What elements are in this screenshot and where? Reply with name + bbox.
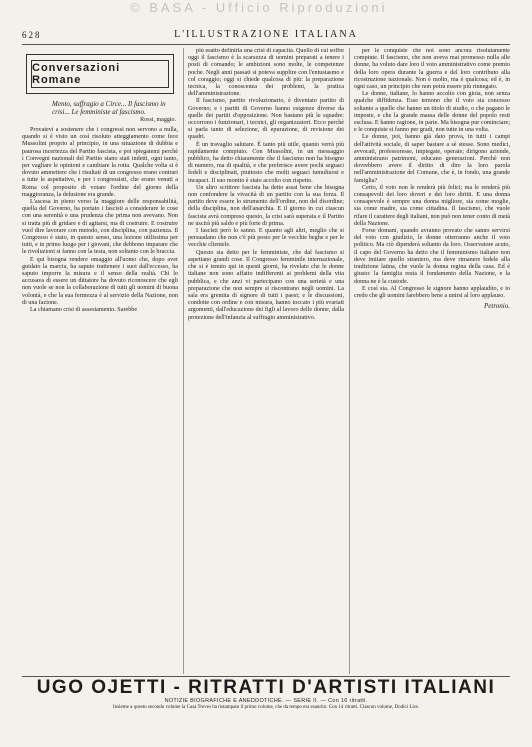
rubrica-inner-frame <box>31 60 169 88</box>
paragraph: Questo sia detto per le femministe, che dal fascismo si aspettano grandi cose. Il Congresso femminile internazionale, che si è tenuto qui in questi giorni, ha rivelato che le donne italiane non sono affatto indifferenti ai problemi della vita pubblica, e che anzi vi partecipano con una serietà e una preparazione che non sempre si riscontrano negli uomini. La sala era gremita di signore di tutti i paesi; e le discussioni, condotte con ordine e con misura, hanno toccato i più svariati argomenti, dall'educazione dei figli al lavoro delle donne, dalla protezione dell'infanzia al suffragio amministrativo. <box>188 249 344 321</box>
rubrica-box <box>26 54 174 94</box>
paragraph: Provatevi a sostenere che i congressi non servono a nulla, quando si è visto un così risoluto atteggiamento come fece Mussolini proprio al principio, in una situazione di dubbia e paurosa incertezza del Partito fascista, e poi spiegatemi perchè i Convegni nazionali del Partito siano stati indetti, ogni tanto, per vagliare le opinioni e cambiare la rotta. Qualche volta si è dovuto ammettere che i risultati di un congresso erano contrari a tutte le aspettative, e per i congressisti, che erano venuti a Roma col proposito di votare l'ordine del giorno della maggioranza, la delusione era grande. <box>22 127 178 198</box>
book-advertisement <box>22 678 510 710</box>
column-2 <box>188 48 344 674</box>
epigraph-author: Rossi, maggio. <box>140 117 176 123</box>
ad-headline: UGO OJETTI - RITRATTI D'ARTISTI ITALIANI <box>36 677 496 698</box>
column-text <box>22 127 178 314</box>
column-3 <box>354 48 510 674</box>
page-header <box>22 26 510 42</box>
column-text <box>188 48 344 322</box>
rubrica-title: Conversazioni Romane <box>32 62 121 86</box>
paragraph: L'ascesa in pieno verso la maggiore delle responsabilità, quella del Governo, ha portato i fascisti a considerare le cose con una serenità e una prudenza che prima non avevano. Non si tratta più di gridare e di agitarsi, ma di costruire. E costruire vuol dire lavorare con metodo, con disciplina, con pazienza. Il Congresso è stato, in questo senso, una lezione utilissima per tutti, e in primo luogo per i giovani, che debbono imparare che le rivoluzioni si fanno con la testa, non soltanto con le braccia. <box>22 199 178 256</box>
epigraph: Mento, suffragio a Circe... Il fascismo in crisi... Le femministe al fascismo. <box>52 100 166 116</box>
column-1 <box>22 48 178 674</box>
header-rule <box>22 44 510 45</box>
paragraph: Le donne, poi, hanno già dato prova, in tutti i campi dell'attività sociale, di saper bastare a sè stesse. Sono medici, avvocati, professoresse, impiegate, operaie; dirigono aziende, amministrano patrimoni, educano generazioni. Perchè non dovrebbero avere il diritto di dire la loro parola nell'amministrazione del Comune, che è, in fondo, una grande famiglia? <box>354 134 510 184</box>
author-signature: Petronio. <box>484 302 510 311</box>
paragraph: più esatto definirla una crisi di capacità. Quello di cui soffre oggi il fascismo è la scarsezza di uomini preparati a tenere i posti di comando; le ambizioni sono molte, le competenze poche. Negli anni passati si poteva supplire con l'entusiasmo e col coraggio; oggi si chiede qualcosa di più: la preparazione tecnica, la conoscenza dei problemi, la pratica dell'amministrazione. <box>188 48 344 98</box>
page-number: 628 <box>22 30 42 40</box>
paragraph: Forse domani, quando avranno provato che sanno servirsi del voto con giudizio, le donne otterranno anche il voto politico. Ma ciò dipenderà soltanto da loro. Osservatore acuto, il capo del Governo ha detto che il femminismo italiano non deve imitare quello straniero, ma deve rimanere fedele alla tradizione latina, che vuole la donna regina della casa. Ed è giusto: la famiglia resta il fondamento della Nazione, e la donna ne è la custode. <box>354 228 510 285</box>
ad-subtitle: NOTIZIE BIOGRAFICHE E ANEDDOTICHE. — SERIE II. — Con 16 ritratti. <box>164 698 368 704</box>
article-columns <box>22 48 510 674</box>
paragraph: Le donne, italiane, lo hanno accolto con gioia, non senza qualche diffidenza. Esse temono che il voto sia concesso soltanto a quelle che hanno un titolo di studio, o che pagano le imposte, e che la grande massa delle donne del popolo resti esclusa. E hanno ragione, in parte. Ma bisogna pur cominciare; e le conquiste si fanno per gradi, non tutte in una volta. <box>354 91 510 134</box>
column-text <box>354 48 510 300</box>
paragraph: Certo, il voto non le renderà più felici; ma le renderà più consapevoli dei loro doveri e dei loro diritti. E una donna consapevole è sempre una donna migliore, sia come moglie, sia come madre, sia come cittadina. Il fascismo, che vuole rifare il carattere degli italiani, non può non tener conto di metà della Nazione. <box>354 184 510 227</box>
magazine-title: L'ILLUSTRAZIONE ITALIANA <box>174 29 358 40</box>
paragraph: È un travaglio salutare. È tanto più utile, quanto verrà più rapidamente compiuto. Con Mussolini, in un messaggio pubblico, ha detto chiaramente che il fascismo non ha bisogno di numero, ma di qualità, e che preferisce avere pochi seguaci fedeli e disciplinati, piuttosto che molti seguaci tumultuosi e incapaci. Il suo monito è stato accolto con rispetto. <box>188 141 344 184</box>
paragraph: E qui bisogna rendere omaggio all'uomo che, dopo aver guidato la marcia, ha saputo trattenere i suoi dall'eccesso, ha saputo imporre la misura e il senso della realtà. Chi lo accusava di essere un dittatore ha dovuto riconoscere che egli non vuole se non la collaborazione di tutti gli uomini di buona volontà, e che la sua fermezza è al servizio della Nazione, non di una fazione. <box>22 256 178 306</box>
ad-small-print: Insieme a questo secondo volume la Casa Treves ha ristampato il primo volume, che da tempo era esaurito. Con 14 ritratti. Ciascun volume, Dodici Lire. <box>113 705 419 710</box>
watermark: © BASA - Ufficio Riproduzioni <box>130 0 388 15</box>
paragraph: Un altro scrittore fascista ha detto assai bene che bisogna non confondere la vivacità di un partito con la sua forza. Il partito deve essere lo strumento dell'ordine, non del disordine; della disciplina, non dell'anarchia. E il giorno in cui ciascun fascista avrà compreso questo, la crisi sarà superata e il Partito ne uscirà più saldo e più forte di prima. <box>188 184 344 227</box>
paragraph: per le conquiste che noi sono ancora risolutamente compiute. Il fascismo, che non aveva mai promesso nulla alle donne, ha voluto dare loro il voto amministrativo come premio della loro opera durante la guerra e del loro contributo alla ricostruzione nazionale. Non è molto, ma è qualcosa; ed è, in ogni caso, un principio che non potrà essere più rinnegato. <box>354 48 510 91</box>
paragraph: E così sia. Al Congresso le signore hanno applaudito, e io credo che gli uomini farebbero bene a unirsi al loro applauso. <box>354 285 510 299</box>
paragraph: Il fascismo, partito rivoluzionario, è diventato partito di Governo; e i partiti di Governo hanno esigenze diverse da quelle dei partiti d'opposizione. Non bastano più le squadre: occorrono i funzionari, i tecnici, gli organizzatori. Ecco perchè si parla tanto di selezione, di epurazione, di revisione dei quadri. <box>188 98 344 141</box>
paragraph: La chiamano crisi di assestamento. Sarebbe <box>30 307 138 314</box>
paragraph: I fascisti però lo sanno. E quanto agli altri, meglio che si persuadano che non c'è più posto per le vecchie beghe e per le vecchie clientele. <box>188 228 344 249</box>
